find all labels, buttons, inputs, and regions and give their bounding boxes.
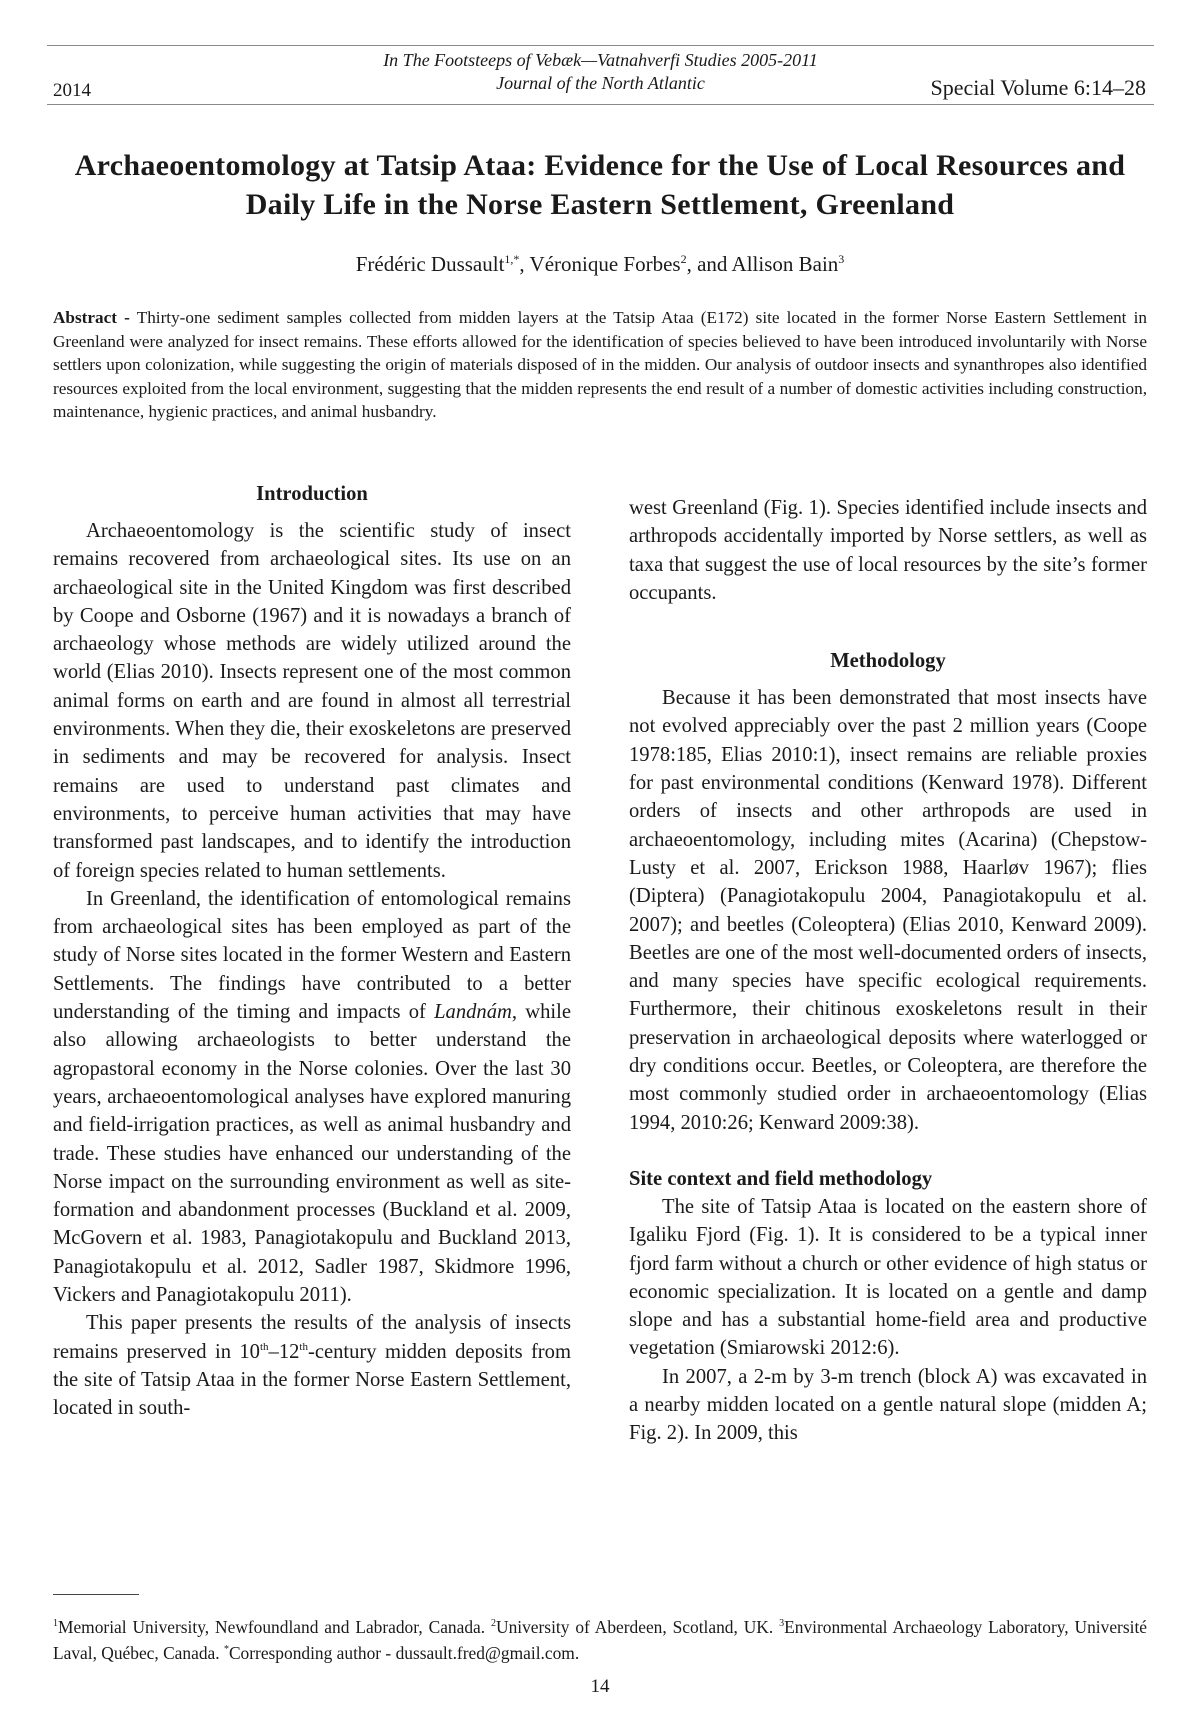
section-heading-introduction: Introduction [256,483,368,505]
text-run: This paper presents the results of the analysis of insects remains preserved in 10 [53,1312,571,1363]
ordinal-superscript: th [299,1340,308,1353]
abstract-label: Abstract - [53,308,130,327]
subsection-heading-site-context: Site context and field methodology [629,1167,933,1190]
footnote-affiliation: University of Aberdeen, Scotland, UK. [496,1617,780,1637]
author-list [0,252,1200,277]
footnote-mark: 3 [779,1618,785,1629]
footnote-mark: 1 [53,1618,58,1629]
article-title: Archaeoentomology at Tatsip Ataa: Evidence for the Use of Local Resources and Daily Life in the Norse Eastern Settlement, Greenland [74,149,1126,221]
ordinal-superscript: th [259,1340,269,1353]
paragraph [53,1309,571,1422]
paragraph-continued: west Greenland (Fig. 1). Species identified include insects and arthropods accidentally imported by Norse settlers, as well as taxa that suggest the use of local resources by the site’s former occupants. [629,497,1147,604]
body-column-right [629,494,1147,1448]
author-name: Frédéric Dussault [355,252,505,276]
body-column-left [53,480,571,1423]
author-name: Véronique Forbes [529,252,681,276]
footnote-corresponding-author: Corresponding author - dussault.fred@gmail.com. [228,1643,580,1663]
author-separator: , and [686,252,732,276]
publication-year: 2014 [53,80,91,101]
section-heading-methodology: Methodology [830,650,946,673]
author-affiliation-mark: 1,* [504,252,520,266]
text-run: , while also allowing archaeologists to better understand the agropastoral economy in the Norse colonies. Over the last 30 years, archaeoentomological analyses have explored manuring and field-irrigation practices, as well as animal husbandry and trade. These studies have enhanced our understanding of the Norse impact on the surrounding environment as well as site-formation and abandonment processes (Buckland et al. 2009, McGovern et al. 1983, Panagiotakopulu and Buckland 2013, Panagiotakopulu et al. 2012, Sadler 1987, Skidmore 1996, Vickers and Panagiotakopulu 2011). [53,1001,571,1307]
paragraph: In 2007, a 2-m by 3-m trench (block A) was excavated in a nearby midden located on a gentle natural slope (midden A; Fig. 2). In 2009, this [629,1365,1147,1445]
author-affiliation-mark: 2 [680,252,687,266]
page-number: 14 [590,1676,610,1697]
author-affiliation-mark: 3 [838,252,845,266]
footnote-affiliation: Memorial University, Newfoundland and Labrador, Canada. [58,1617,492,1637]
paragraph [53,885,571,1309]
volume-pages: Special Volume 6:14–28 [930,75,1146,100]
journal-name: Journal of the North Atlantic [496,73,705,93]
footnote-mark: 2 [491,1618,497,1629]
paragraph: Because it has been demonstrated that most insects have not evolved appreciably over the past 2 million years (Coope 1978:185, Elias 2010:1), insect remains are reliable proxies for past environmental conditions (Kenward 1978). Different orders of insects and other arthropods are used in archaeoentomology, including mites (Acarina) (Chepstow-Lusty et al. 2007, Erickson 1988, Haarløv 1967); flies (Diptera) (Panagiotakopulu 2004, Panagiotakopulu et al. 2007); and beetles (Coleoptera) (Elias 2010, Kenward 2009). Beetles are one of the most well-documented orders of insects, and many species have specific ecological requirements. Furthermore, their chitinous exoskeletons result in their preservation in archaeological deposits where waterlogged or dry conditions occur. Beetles, or Coleoptera, are therefore the most commonly studied order in archaeoentomology (Elias 1994, 2010:26; Kenward 2009:38). [629,687,1147,1134]
text-run: -century midden deposits from the site of Tatsip Ataa in the former Norse Eastern Settlement, located in south- [53,1340,571,1420]
author-name: Allison Bain [731,252,839,276]
text-run: In Greenland, the identification of entomological remains from archaeological sites has been employed as part of the study of Norse sites located in the former Western and Eastern Settlements. The findings have contributed to a better understanding of the timing and impacts of [53,887,571,1024]
running-header [47,45,1154,105]
footnote-divider [53,1594,139,1595]
author-separator: , [519,252,530,276]
abstract-text: Thirty-one sediment samples collected from midden layers at the Tatsip Ataa (E172) site located in the former Norse Eastern Settlement in Greenland were analyzed for insect remains. These efforts allowed for the identification of species believed to have been introduced involuntarily with Norse settlers upon colonization, while suggesting the origin of materials disposed of in the midden. Our analysis of outdoor insects and synanthropes also identified resources exploited from the local environment, suggesting that the midden represents the end result of a number of domestic activities including construction, maintenance, hygienic practices, and animal husbandry. [53,308,1147,422]
footnote-affiliation: Environmental Archaeology Laboratory, Université Laval, Québec, Canada. [53,1617,1147,1663]
footnote-mark: * [223,1644,229,1655]
paragraph: Archaeoentomology is the scientific study of insect remains recovered from archaeological sites. Its use on an archaeological site in the United Kingdom was first described by Coope and Osborne (1967) and it is nowadays a branch of archaeology whose methods are widely utilized around the world (Elias 2010). Insects represent one of the most common animal forms on earth and are found in almost all terrestrial environments. When they die, their exoskeletons are preserved in sediments and may be recovered for analysis. Insect remains are used to understand past climates and environments, to perceive human activities that may have transformed past landscapes, and to identify the introduction of foreign species related to human settlements. [53,520,571,882]
abstract [53,306,1147,424]
paragraph: The site of Tatsip Ataa is located on the eastern shore of Igaliku Fjord (Fig. 1). It is considered to be a typical inner fjord farm without a church or other evidence of high status or economic specialization. It is located on a gentle and damp slope and has a substantial home-field area and productive vegetation (Smiarowski 2012:6). [629,1195,1147,1360]
footnotes [53,1614,1147,1666]
text-run: –12 [268,1340,300,1363]
series-title: In The Footsteeps of Vebæk—Vatnahverfi Studies 2005-2011 [383,50,818,70]
italic-term: Landnám [434,1001,512,1024]
